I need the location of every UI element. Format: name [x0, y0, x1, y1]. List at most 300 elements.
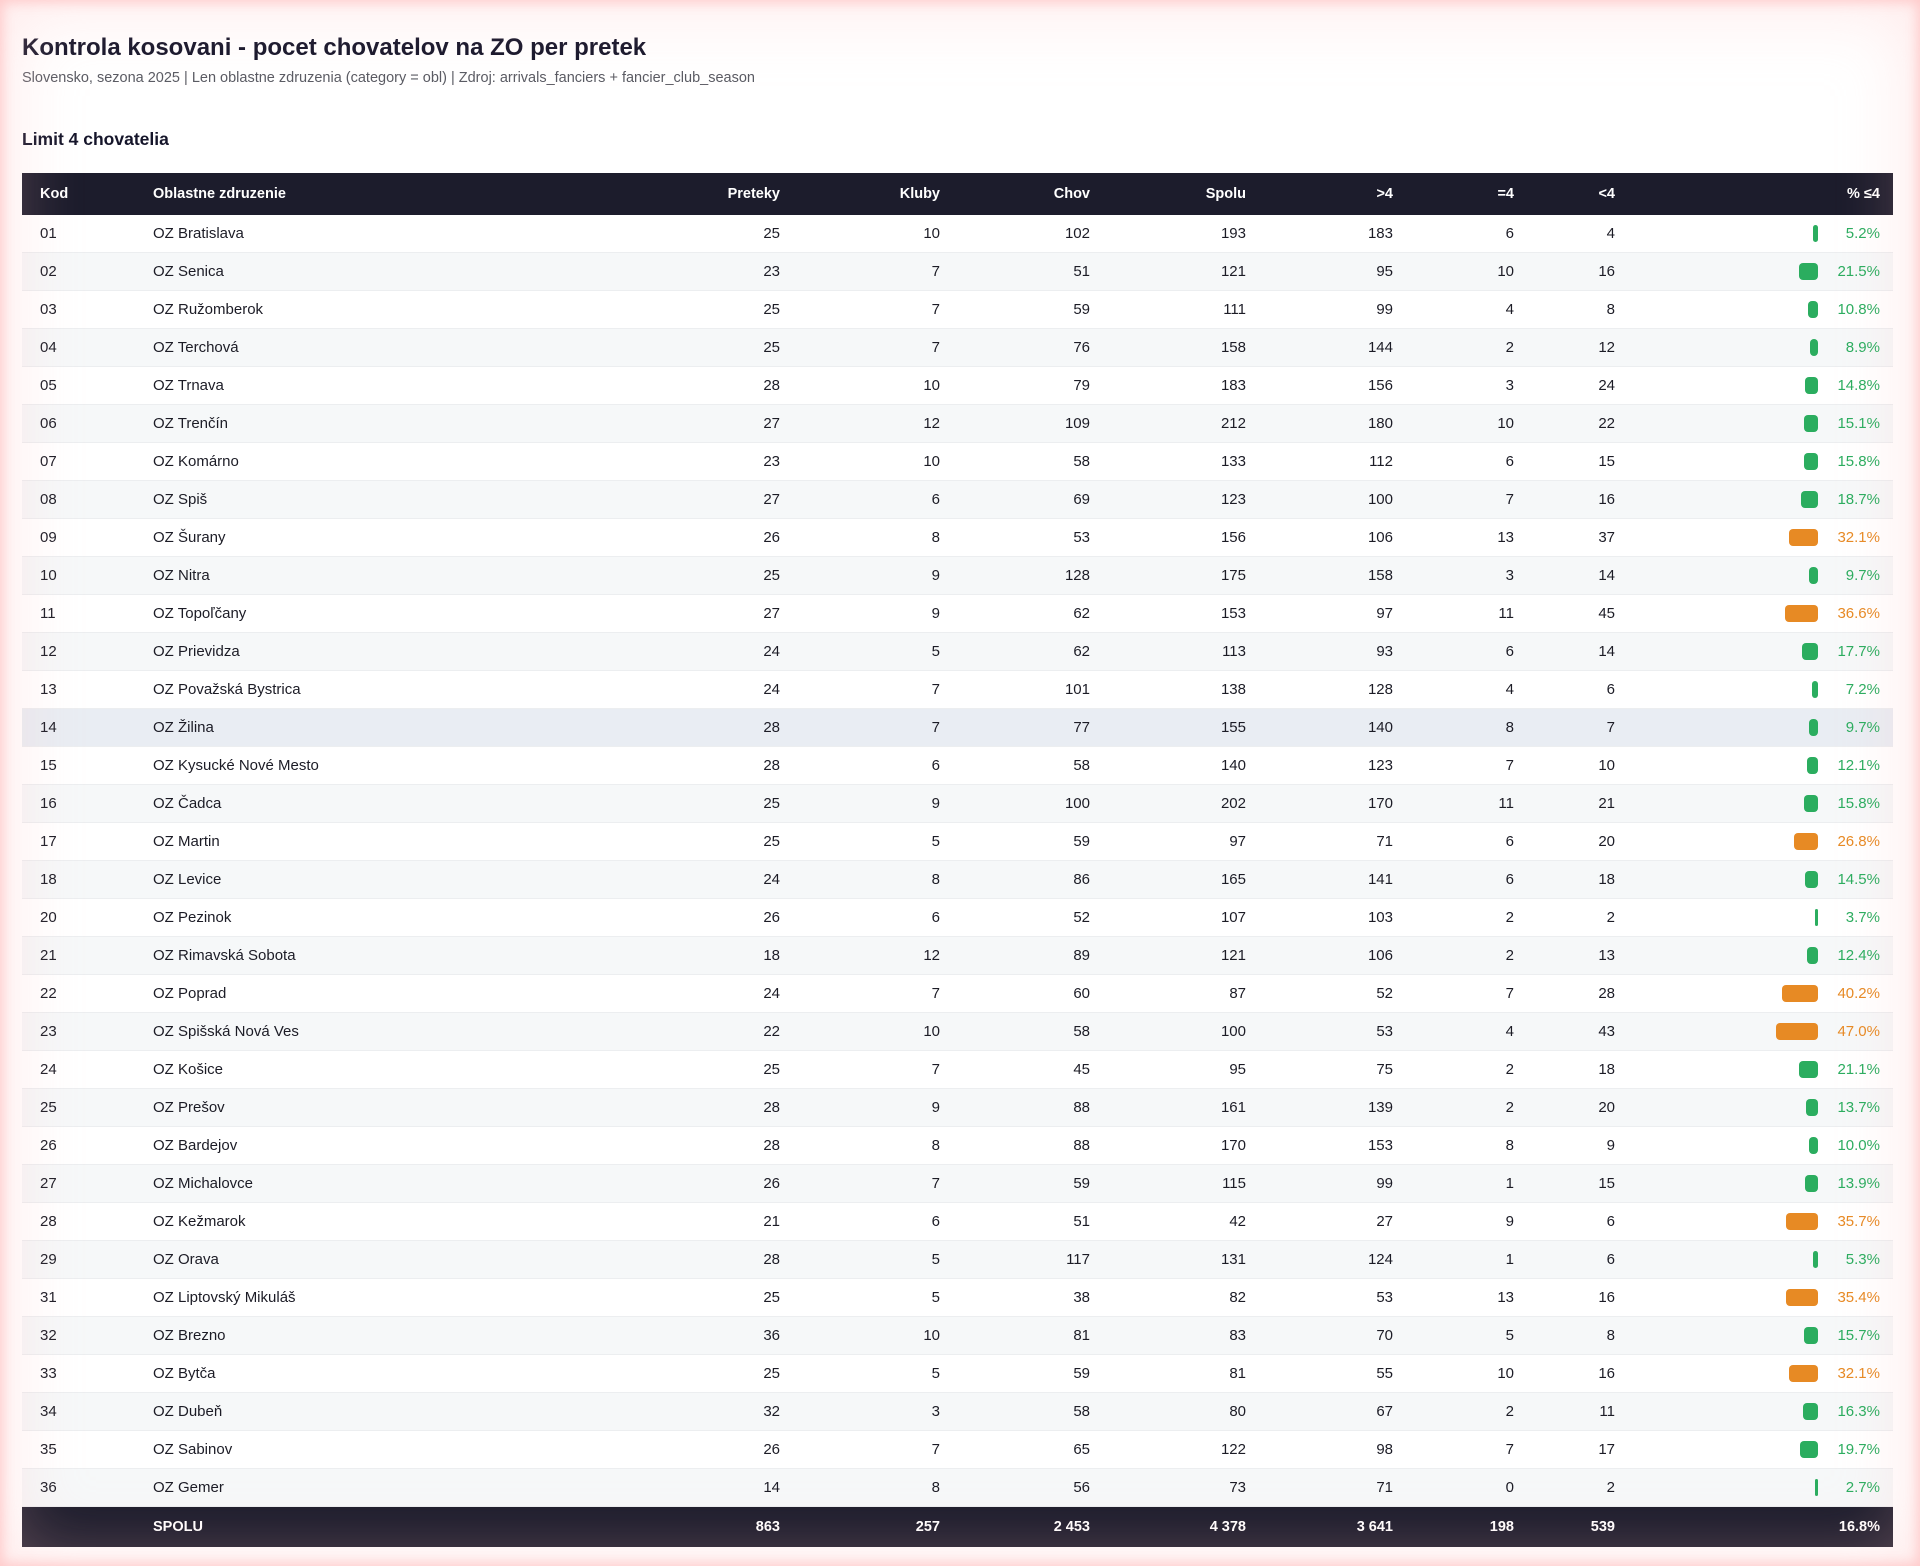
pct-value: 15.1%: [1837, 415, 1880, 432]
table-body: [22, 215, 1893, 1507]
cell-name: OZ Brezno: [153, 1317, 630, 1355]
cell-name: OZ Terchová: [153, 329, 630, 367]
cell-kod: 01: [22, 215, 153, 253]
cell-chov: 59: [940, 1165, 1090, 1203]
cell-preteky: 14: [630, 1469, 780, 1507]
cell-pct: [1615, 1469, 1893, 1507]
pct-bar: [1815, 909, 1818, 926]
cell-kluby: 6: [780, 1203, 940, 1241]
cell-preteky: 25: [630, 215, 780, 253]
cell-kod: 17: [22, 823, 153, 861]
cell-pct: [1615, 975, 1893, 1013]
cell-kod: 04: [22, 329, 153, 367]
cell-pct: [1615, 557, 1893, 595]
cell-lt4: 18: [1514, 861, 1615, 899]
table-row: [22, 823, 1893, 861]
cell-gt4: 124: [1246, 1241, 1393, 1279]
cell-name: OZ Pezinok: [153, 899, 630, 937]
cell-spolu: 95: [1090, 1051, 1246, 1089]
table-row: [22, 367, 1893, 405]
cell-spolu: 123: [1090, 481, 1246, 519]
cell-eq4: 7: [1393, 975, 1514, 1013]
cell-lt4: 11: [1514, 1393, 1615, 1431]
cell-gt4: 53: [1246, 1279, 1393, 1317]
cell-chov: 89: [940, 937, 1090, 975]
table-row: [22, 405, 1893, 443]
cell-lt4: 16: [1514, 481, 1615, 519]
cell-lt4: 17: [1514, 1431, 1615, 1469]
column-header-spolu: Spolu: [1090, 173, 1246, 215]
cell-eq4: 11: [1393, 595, 1514, 633]
cell-preteky: 23: [630, 253, 780, 291]
pct-value: 18.7%: [1837, 491, 1880, 508]
cell-eq4: 2: [1393, 899, 1514, 937]
table-row: [22, 937, 1893, 975]
cell-preteky: 23: [630, 443, 780, 481]
cell-spolu: 97: [1090, 823, 1246, 861]
cell-preteky: 26: [630, 899, 780, 937]
pct-value: 13.9%: [1837, 1175, 1880, 1192]
column-header-eq4: =4: [1393, 173, 1514, 215]
cell-kod: 15: [22, 747, 153, 785]
cell-spolu: 138: [1090, 671, 1246, 709]
cell-lt4: 6: [1514, 1241, 1615, 1279]
cell-eq4: 6: [1393, 633, 1514, 671]
cell-eq4: 6: [1393, 861, 1514, 899]
table-row: [22, 785, 1893, 823]
cell-gt4: 99: [1246, 291, 1393, 329]
pct-bar: [1810, 339, 1818, 356]
pct-value: 40.2%: [1837, 985, 1880, 1002]
cell-preteky: 25: [630, 1279, 780, 1317]
cell-gt4: 106: [1246, 519, 1393, 557]
cell-pct: [1615, 1165, 1893, 1203]
pct-bar: [1813, 225, 1818, 242]
cell-lt4: 2: [1514, 899, 1615, 937]
cell-pct: [1615, 1241, 1893, 1279]
cell-kod: 09: [22, 519, 153, 557]
cell-preteky: 27: [630, 595, 780, 633]
cell-lt4: 6: [1514, 671, 1615, 709]
cell-eq4: 10: [1393, 1355, 1514, 1393]
cell-pct: [1615, 253, 1893, 291]
cell-kod: 20: [22, 899, 153, 937]
cell-lt4: 45: [1514, 595, 1615, 633]
cell-kluby: 7: [780, 291, 940, 329]
cell-eq4: 10: [1393, 405, 1514, 443]
cell-preteky: 24: [630, 975, 780, 1013]
cell-gt4: 180: [1246, 405, 1393, 443]
cell-spolu: 113: [1090, 633, 1246, 671]
cell-kluby: 9: [780, 557, 940, 595]
cell-kod: 07: [22, 443, 153, 481]
cell-kluby: 7: [780, 1431, 940, 1469]
cell-spolu: 193: [1090, 215, 1246, 253]
pct-bar: [1800, 1441, 1818, 1458]
cell-gt4: 93: [1246, 633, 1393, 671]
cell-lt4: 16: [1514, 253, 1615, 291]
cell-preteky: 24: [630, 861, 780, 899]
table-row: [22, 291, 1893, 329]
cell-kod: 31: [22, 1279, 153, 1317]
pct-bar: [1807, 757, 1818, 774]
cell-preteky: 25: [630, 291, 780, 329]
pct-value: 21.5%: [1837, 263, 1880, 280]
cell-pct: [1615, 1051, 1893, 1089]
cell-pct: [1615, 329, 1893, 367]
cell-kod: 18: [22, 861, 153, 899]
pct-bar: [1807, 947, 1818, 964]
cell-eq4: 7: [1393, 747, 1514, 785]
cell-pct: [1615, 1355, 1893, 1393]
cell-eq4: 6: [1393, 215, 1514, 253]
pct-value: 5.3%: [1845, 1251, 1880, 1268]
table-row: [22, 747, 1893, 785]
cell-pct: [1615, 861, 1893, 899]
cell-eq4: 13: [1393, 519, 1514, 557]
cell-chov: 62: [940, 595, 1090, 633]
cell-spolu: 165: [1090, 861, 1246, 899]
pct-value: 10.8%: [1837, 301, 1880, 318]
table-row: [22, 481, 1893, 519]
table-row: [22, 633, 1893, 671]
cell-preteky: 28: [630, 367, 780, 405]
cell-kluby: 10: [780, 443, 940, 481]
pct-bar: [1801, 491, 1818, 508]
cell-kluby: 7: [780, 253, 940, 291]
cell-name: OZ Liptovský Mikuláš: [153, 1279, 630, 1317]
cell-pct: [1615, 1013, 1893, 1051]
cell-pct: [1615, 823, 1893, 861]
cell-lt4: 20: [1514, 823, 1615, 861]
cell-eq4: 5: [1393, 1317, 1514, 1355]
cell-spolu: 156: [1090, 519, 1246, 557]
cell-chov: 60: [940, 975, 1090, 1013]
cell-eq4: 6: [1393, 823, 1514, 861]
pct-bar: [1805, 1175, 1818, 1192]
cell-kod: 25: [22, 1089, 153, 1127]
cell-lt4: 10: [1514, 747, 1615, 785]
pct-bar: [1812, 681, 1818, 698]
cell-gt4: 170: [1246, 785, 1393, 823]
cell-kod: 23: [22, 1013, 153, 1051]
pct-bar: [1786, 1289, 1818, 1306]
cell-kluby: 12: [780, 937, 940, 975]
cell-pct: [1615, 1089, 1893, 1127]
cell-preteky: 27: [630, 481, 780, 519]
table-row: [22, 1431, 1893, 1469]
table-row: [22, 899, 1893, 937]
cell-lt4: 22: [1514, 405, 1615, 443]
cell-spolu: 42: [1090, 1203, 1246, 1241]
cell-eq4: 2: [1393, 1089, 1514, 1127]
pct-value: 21.1%: [1837, 1061, 1880, 1078]
cell-spolu: 158: [1090, 329, 1246, 367]
footer-spolu: 4 378: [1090, 1507, 1246, 1547]
cell-pct: [1615, 595, 1893, 633]
cell-preteky: 24: [630, 633, 780, 671]
cell-kluby: 5: [780, 823, 940, 861]
cell-spolu: 107: [1090, 899, 1246, 937]
cell-chov: 109: [940, 405, 1090, 443]
cell-spolu: 175: [1090, 557, 1246, 595]
cell-pct: [1615, 405, 1893, 443]
cell-kod: 22: [22, 975, 153, 1013]
cell-kod: 21: [22, 937, 153, 975]
footer-label: SPOLU: [153, 1507, 630, 1547]
column-header-preteky: Preteky: [630, 173, 780, 215]
cell-name: OZ Martin: [153, 823, 630, 861]
cell-eq4: 6: [1393, 443, 1514, 481]
cell-pct: [1615, 785, 1893, 823]
cell-preteky: 26: [630, 519, 780, 557]
table-row: [22, 671, 1893, 709]
cell-lt4: 8: [1514, 1317, 1615, 1355]
cell-gt4: 27: [1246, 1203, 1393, 1241]
cell-spolu: 170: [1090, 1127, 1246, 1165]
pct-bar: [1799, 263, 1818, 280]
pct-value: 5.2%: [1845, 225, 1880, 242]
table-row: [22, 1013, 1893, 1051]
cell-chov: 86: [940, 861, 1090, 899]
cell-kluby: 6: [780, 481, 940, 519]
table-row: [22, 557, 1893, 595]
cell-name: OZ Nitra: [153, 557, 630, 595]
footer-lt4: 539: [1514, 1507, 1615, 1547]
pct-bar: [1804, 795, 1818, 812]
cell-kod: 34: [22, 1393, 153, 1431]
cell-chov: 58: [940, 1393, 1090, 1431]
cell-chov: 65: [940, 1431, 1090, 1469]
cell-pct: [1615, 1317, 1893, 1355]
pct-bar: [1804, 1327, 1818, 1344]
cell-gt4: 98: [1246, 1431, 1393, 1469]
cell-kod: 16: [22, 785, 153, 823]
pct-bar: [1806, 1099, 1818, 1116]
cell-gt4: 67: [1246, 1393, 1393, 1431]
cell-kluby: 10: [780, 367, 940, 405]
cell-chov: 100: [940, 785, 1090, 823]
table-row: [22, 1051, 1893, 1089]
cell-eq4: 2: [1393, 329, 1514, 367]
cell-preteky: 26: [630, 1165, 780, 1203]
table-row: [22, 1393, 1893, 1431]
pct-bar: [1809, 1137, 1818, 1154]
pct-value: 32.1%: [1837, 1365, 1880, 1382]
table-row: [22, 519, 1893, 557]
cell-spolu: 202: [1090, 785, 1246, 823]
table-row: [22, 443, 1893, 481]
cell-name: OZ Bardejov: [153, 1127, 630, 1165]
cell-gt4: 71: [1246, 1469, 1393, 1507]
cell-chov: 77: [940, 709, 1090, 747]
page-title: Kontrola kosovani - pocet chovatelov na ZO per pretek: [22, 34, 647, 61]
cell-pct: [1615, 291, 1893, 329]
cell-gt4: 128: [1246, 671, 1393, 709]
cell-preteky: 25: [630, 1355, 780, 1393]
cell-preteky: 18: [630, 937, 780, 975]
cell-kluby: 7: [780, 975, 940, 1013]
cell-kluby: 5: [780, 1279, 940, 1317]
cell-chov: 52: [940, 899, 1090, 937]
pct-value: 8.9%: [1845, 339, 1880, 356]
cell-gt4: 100: [1246, 481, 1393, 519]
cell-lt4: 37: [1514, 519, 1615, 557]
pct-bar: [1789, 1365, 1818, 1382]
cell-lt4: 16: [1514, 1355, 1615, 1393]
pct-bar: [1808, 301, 1818, 318]
section-heading: Limit 4 chovatelia: [22, 129, 169, 149]
cell-preteky: 25: [630, 823, 780, 861]
cell-kluby: 8: [780, 1469, 940, 1507]
table-row: [22, 975, 1893, 1013]
cell-chov: 58: [940, 1013, 1090, 1051]
cell-pct: [1615, 937, 1893, 975]
fanciers-table: [22, 173, 1893, 1547]
pct-bar: [1799, 1061, 1818, 1078]
cell-lt4: 2: [1514, 1469, 1615, 1507]
cell-pct: [1615, 215, 1893, 253]
cell-eq4: 2: [1393, 1393, 1514, 1431]
cell-name: OZ Bratislava: [153, 215, 630, 253]
cell-gt4: 141: [1246, 861, 1393, 899]
cell-lt4: 24: [1514, 367, 1615, 405]
cell-chov: 69: [940, 481, 1090, 519]
cell-chov: 81: [940, 1317, 1090, 1355]
cell-chov: 101: [940, 671, 1090, 709]
cell-preteky: 25: [630, 785, 780, 823]
footer-kod: [22, 1507, 153, 1547]
cell-kluby: 7: [780, 1051, 940, 1089]
pct-value: 7.2%: [1845, 681, 1880, 698]
cell-kluby: 6: [780, 747, 940, 785]
column-header-gt4: >4: [1246, 173, 1393, 215]
cell-spolu: 131: [1090, 1241, 1246, 1279]
cell-kluby: 12: [780, 405, 940, 443]
cell-eq4: 4: [1393, 671, 1514, 709]
pct-bar: [1813, 1251, 1818, 1268]
pct-value: 26.8%: [1837, 833, 1880, 850]
cell-spolu: 81: [1090, 1355, 1246, 1393]
cell-kluby: 10: [780, 215, 940, 253]
cell-spolu: 87: [1090, 975, 1246, 1013]
cell-chov: 56: [940, 1469, 1090, 1507]
cell-gt4: 103: [1246, 899, 1393, 937]
cell-kluby: 5: [780, 633, 940, 671]
cell-name: OZ Gemer: [153, 1469, 630, 1507]
cell-pct: [1615, 709, 1893, 747]
table-row: [22, 1089, 1893, 1127]
cell-eq4: 13: [1393, 1279, 1514, 1317]
footer-gt4: 3 641: [1246, 1507, 1393, 1547]
cell-chov: 76: [940, 329, 1090, 367]
cell-eq4: 11: [1393, 785, 1514, 823]
cell-lt4: 14: [1514, 633, 1615, 671]
cell-pct: [1615, 1127, 1893, 1165]
cell-preteky: 28: [630, 1241, 780, 1279]
cell-preteky: 21: [630, 1203, 780, 1241]
cell-spolu: 100: [1090, 1013, 1246, 1051]
cell-chov: 58: [940, 747, 1090, 785]
pct-bar: [1815, 1479, 1818, 1496]
pct-value: 47.0%: [1837, 1023, 1880, 1040]
cell-kod: 13: [22, 671, 153, 709]
cell-chov: 53: [940, 519, 1090, 557]
cell-preteky: 36: [630, 1317, 780, 1355]
cell-kluby: 9: [780, 785, 940, 823]
cell-name: OZ Rimavská Sobota: [153, 937, 630, 975]
pct-bar: [1786, 1213, 1818, 1230]
pct-bar: [1794, 833, 1818, 850]
cell-eq4: 1: [1393, 1165, 1514, 1203]
cell-lt4: 9: [1514, 1127, 1615, 1165]
table-footer-row: [22, 1507, 1893, 1547]
pct-value: 36.6%: [1837, 605, 1880, 622]
table-row: [22, 1165, 1893, 1203]
cell-spolu: 121: [1090, 937, 1246, 975]
cell-chov: 128: [940, 557, 1090, 595]
cell-kluby: 6: [780, 899, 940, 937]
cell-name: OZ Levice: [153, 861, 630, 899]
cell-kod: 05: [22, 367, 153, 405]
cell-kod: 32: [22, 1317, 153, 1355]
pct-bar: [1804, 415, 1818, 432]
pct-value: 35.4%: [1837, 1289, 1880, 1306]
cell-preteky: 26: [630, 1431, 780, 1469]
pct-value: 9.7%: [1845, 719, 1880, 736]
cell-preteky: 25: [630, 329, 780, 367]
cell-eq4: 10: [1393, 253, 1514, 291]
cell-lt4: 16: [1514, 1279, 1615, 1317]
pct-value: 14.5%: [1837, 871, 1880, 888]
cell-preteky: 28: [630, 709, 780, 747]
cell-gt4: 156: [1246, 367, 1393, 405]
cell-name: OZ Senica: [153, 253, 630, 291]
cell-gt4: 153: [1246, 1127, 1393, 1165]
cell-name: OZ Sabinov: [153, 1431, 630, 1469]
cell-eq4: 7: [1393, 481, 1514, 519]
cell-name: OZ Žilina: [153, 709, 630, 747]
cell-spolu: 121: [1090, 253, 1246, 291]
footer-kluby: 257: [780, 1507, 940, 1547]
cell-pct: [1615, 1203, 1893, 1241]
cell-spolu: 83: [1090, 1317, 1246, 1355]
cell-gt4: 75: [1246, 1051, 1393, 1089]
cell-gt4: 55: [1246, 1355, 1393, 1393]
cell-chov: 38: [940, 1279, 1090, 1317]
cell-name: OZ Poprad: [153, 975, 630, 1013]
cell-kluby: 7: [780, 329, 940, 367]
pct-value: 2.7%: [1845, 1479, 1880, 1496]
table-row: [22, 709, 1893, 747]
cell-name: OZ Komárno: [153, 443, 630, 481]
cell-kluby: 3: [780, 1393, 940, 1431]
cell-lt4: 6: [1514, 1203, 1615, 1241]
cell-pct: [1615, 443, 1893, 481]
cell-kod: 06: [22, 405, 153, 443]
cell-kod: 35: [22, 1431, 153, 1469]
cell-name: OZ Trenčín: [153, 405, 630, 443]
cell-kluby: 10: [780, 1317, 940, 1355]
cell-chov: 59: [940, 1355, 1090, 1393]
cell-eq4: 7: [1393, 1431, 1514, 1469]
pct-value: 15.7%: [1837, 1327, 1880, 1344]
pct-value: 10.0%: [1837, 1137, 1880, 1154]
cell-spolu: 111: [1090, 291, 1246, 329]
cell-spolu: 153: [1090, 595, 1246, 633]
cell-kod: 10: [22, 557, 153, 595]
cell-eq4: 0: [1393, 1469, 1514, 1507]
